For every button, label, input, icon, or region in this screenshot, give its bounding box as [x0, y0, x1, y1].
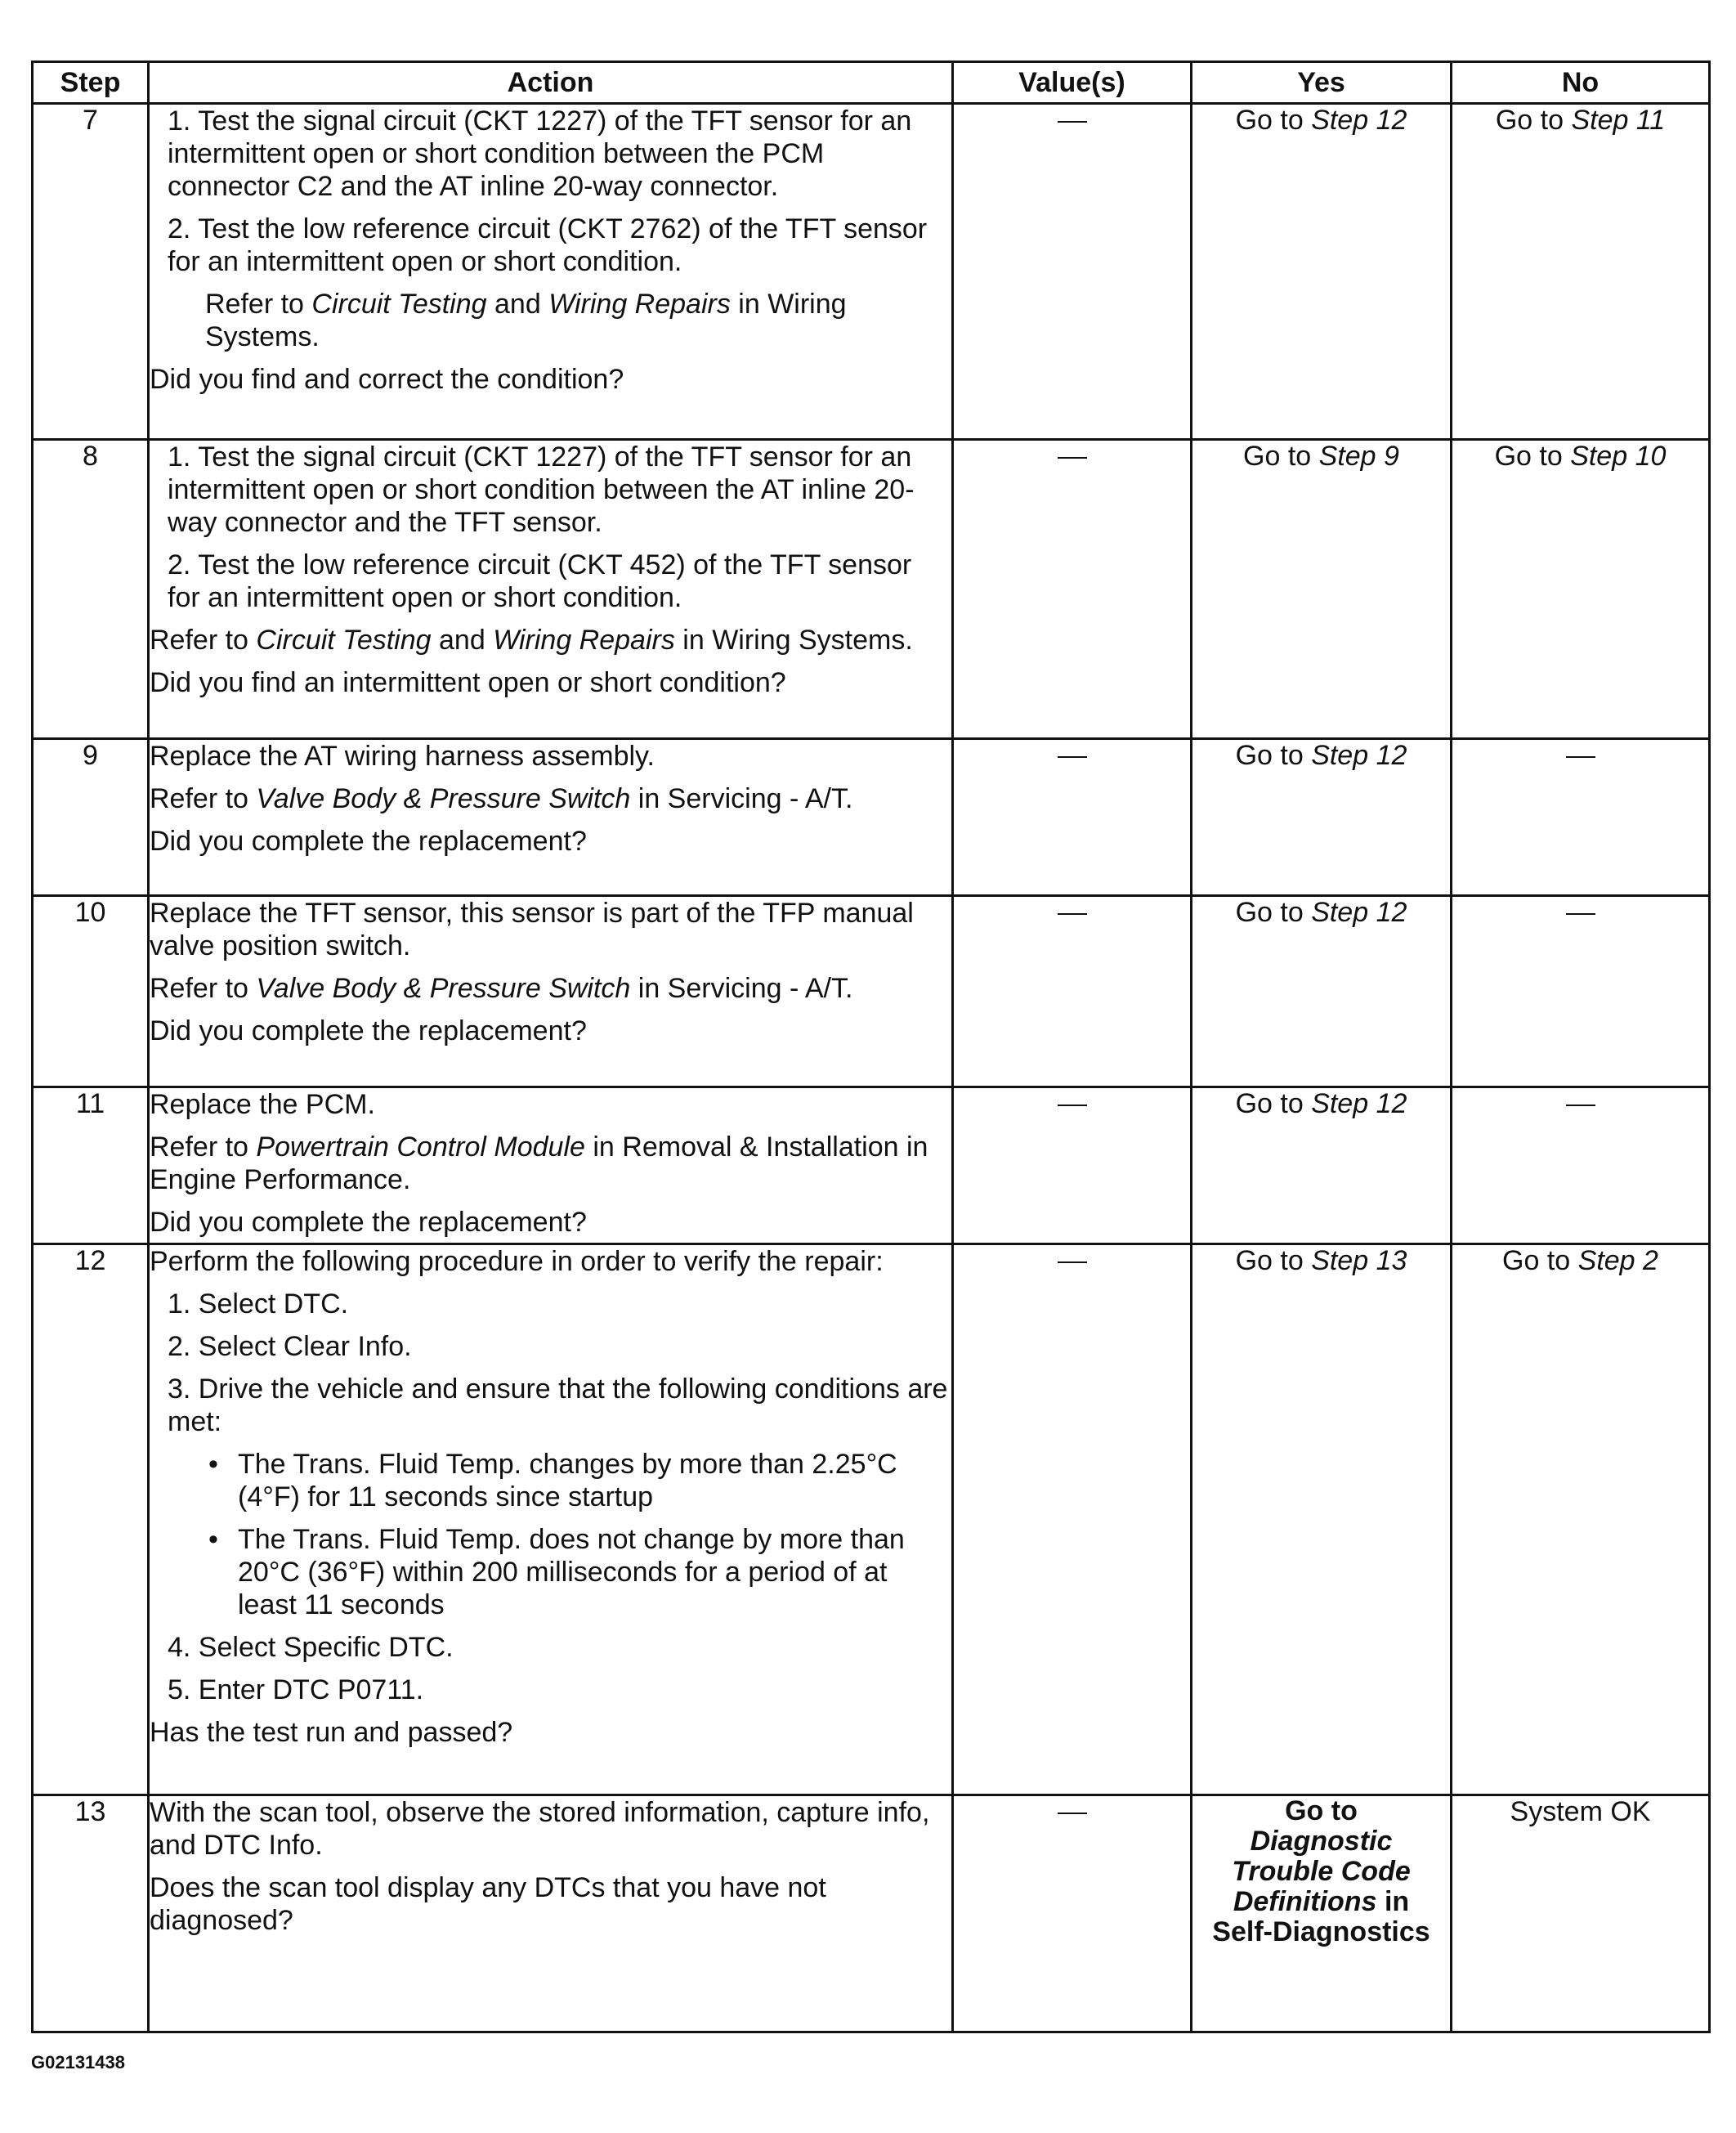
question-text: Did you find an intermittent open or short condition? [150, 667, 786, 698]
action-item: 1. Select DTC. [168, 1288, 349, 1320]
action-item: 5. Enter DTC P0711. [168, 1674, 424, 1705]
yes-cell: Go to Diagnostic Trouble Code Definitions in Self-Diagnostics [1192, 1795, 1452, 2032]
no-cell [1452, 739, 1710, 896]
value-cell [953, 739, 1192, 896]
intro-text: Replace the AT wiring harness assembly. [150, 741, 655, 772]
refer-text: Refer to Circuit Testing and Wiring Repairs in Wiring Systems. [150, 625, 913, 656]
no-cell [1452, 1087, 1710, 1244]
header-row [33, 62, 1710, 104]
header-action: Action [149, 62, 953, 104]
refer-text: Refer to Valve Body & Pressure Switch in Servicing - A/T. [150, 973, 853, 1004]
action-item: 2. Test the low reference circuit (CKT 2762) of the TFT sensor for an intermittent open or short condition. [168, 213, 928, 277]
no-cell [1452, 896, 1710, 1087]
action-cell [149, 896, 953, 1087]
action-item: 1. Test the signal circuit (CKT 1227) of the TFT sensor for an intermittent open or short condition between the AT inline 20-way connector and the TFT sensor. [168, 441, 915, 538]
no-cell: System OK [1452, 1795, 1710, 2032]
action-item: 2. Select Clear Info. [168, 1331, 412, 1362]
action-item: 1. Test the signal circuit (CKT 1227) of the TFT sensor for an intermittent open or short condition between the PCM connector C2 and the AT inline 20-way connector. [168, 105, 912, 202]
action-cell [149, 1795, 953, 2032]
header-step: Step [33, 62, 149, 104]
value-cell [953, 1244, 1192, 1795]
table-row [33, 1087, 1710, 1244]
dash-mark [1566, 913, 1595, 915]
dash-mark [1566, 756, 1595, 758]
action-cell [149, 739, 953, 896]
value-cell [953, 104, 1192, 440]
value-cell [953, 1795, 1192, 2032]
no-cell: Go to Step 11 [1452, 104, 1710, 440]
step-number: 7 [33, 104, 149, 440]
action-cell [149, 1087, 953, 1244]
yes-cell: Go to Step 12 [1192, 739, 1452, 896]
dash-mark [1058, 1105, 1087, 1106]
yes-cell: Go to Step 9 [1192, 440, 1452, 739]
dash-mark [1566, 1105, 1595, 1106]
step-number: 10 [33, 896, 149, 1087]
action-cell [149, 440, 953, 739]
yes-cell: Go to Step 12 [1192, 104, 1452, 440]
step-number: 12 [33, 1244, 149, 1795]
refer-text: Refer to Valve Body & Pressure Switch in Servicing - A/T. [150, 783, 853, 814]
no-cell: Go to Step 10 [1452, 440, 1710, 739]
dash-mark [1058, 457, 1087, 459]
intro-text: Replace the PCM. [150, 1089, 375, 1120]
dash-mark [1058, 1261, 1087, 1263]
header-yes: Yes [1192, 62, 1452, 104]
step-number: 13 [33, 1795, 149, 2032]
table-row [33, 440, 1710, 739]
action-item: 2. Test the low reference circuit (CKT 452) of the TFT sensor for an intermittent open or short condition. [168, 549, 912, 613]
value-cell [953, 440, 1192, 739]
no-cell: Go to Step 2 [1452, 1244, 1710, 1795]
question-text: Did you complete the replacement? [150, 1015, 587, 1046]
dash-mark [1058, 121, 1087, 123]
question-text: Did you find and correct the condition? [150, 364, 624, 395]
step-number: 11 [33, 1087, 149, 1244]
step-number: 9 [33, 739, 149, 896]
bullet-item: • The Trans. Fluid Temp. does not change by more than 20°C (36°F) within 200 milliseconds for a period of at least 11 seconds [208, 1524, 905, 1620]
dash-mark [1058, 756, 1087, 758]
table-row [33, 1795, 1710, 2032]
header-values: Value(s) [953, 62, 1192, 104]
diagnostic-table [31, 60, 1711, 2033]
refer-text: Refer to Powertrain Control Module in Removal & Installation in Engine Performance. [150, 1131, 928, 1195]
table-row [33, 104, 1710, 440]
action-item: 4. Select Specific DTC. [168, 1632, 454, 1663]
question-text: Did you complete the replacement? [150, 1207, 587, 1238]
question-text: Did you complete the replacement? [150, 826, 587, 857]
table-row [33, 896, 1710, 1087]
question-text: Has the test run and passed? [150, 1717, 513, 1748]
refer-text: Refer to Circuit Testing and Wiring Repairs in Wiring Systems. [205, 289, 847, 352]
action-item: 3. Drive the vehicle and ensure that the following conditions are met: [168, 1373, 948, 1437]
value-cell [953, 896, 1192, 1087]
bullet-item: • The Trans. Fluid Temp. changes by more than 2.25°C (4°F) for 11 seconds since startup [208, 1449, 897, 1512]
action-cell [149, 1244, 953, 1795]
yes-cell: Go to Step 12 [1192, 896, 1452, 1087]
figure-code: G02131438 [31, 2052, 125, 2073]
step-number: 8 [33, 440, 149, 739]
intro-text: With the scan tool, observe the stored information, capture info, and DTC Info. [150, 1797, 930, 1861]
action-cell [149, 104, 953, 440]
dash-mark [1058, 913, 1087, 915]
intro-text: Perform the following procedure in order to verify the repair: [150, 1246, 884, 1277]
yes-cell: Go to Step 12 [1192, 1087, 1452, 1244]
dash-mark [1058, 1813, 1087, 1814]
table-row [33, 1244, 1710, 1795]
table-row [33, 739, 1710, 896]
intro-text: Replace the TFT sensor, this sensor is part of the TFP manual valve position switch. [150, 898, 914, 961]
header-no: No [1452, 62, 1710, 104]
value-cell [953, 1087, 1192, 1244]
yes-cell: Go to Step 13 [1192, 1244, 1452, 1795]
question-text: Does the scan tool display any DTCs that you have not diagnosed? [150, 1872, 826, 1936]
